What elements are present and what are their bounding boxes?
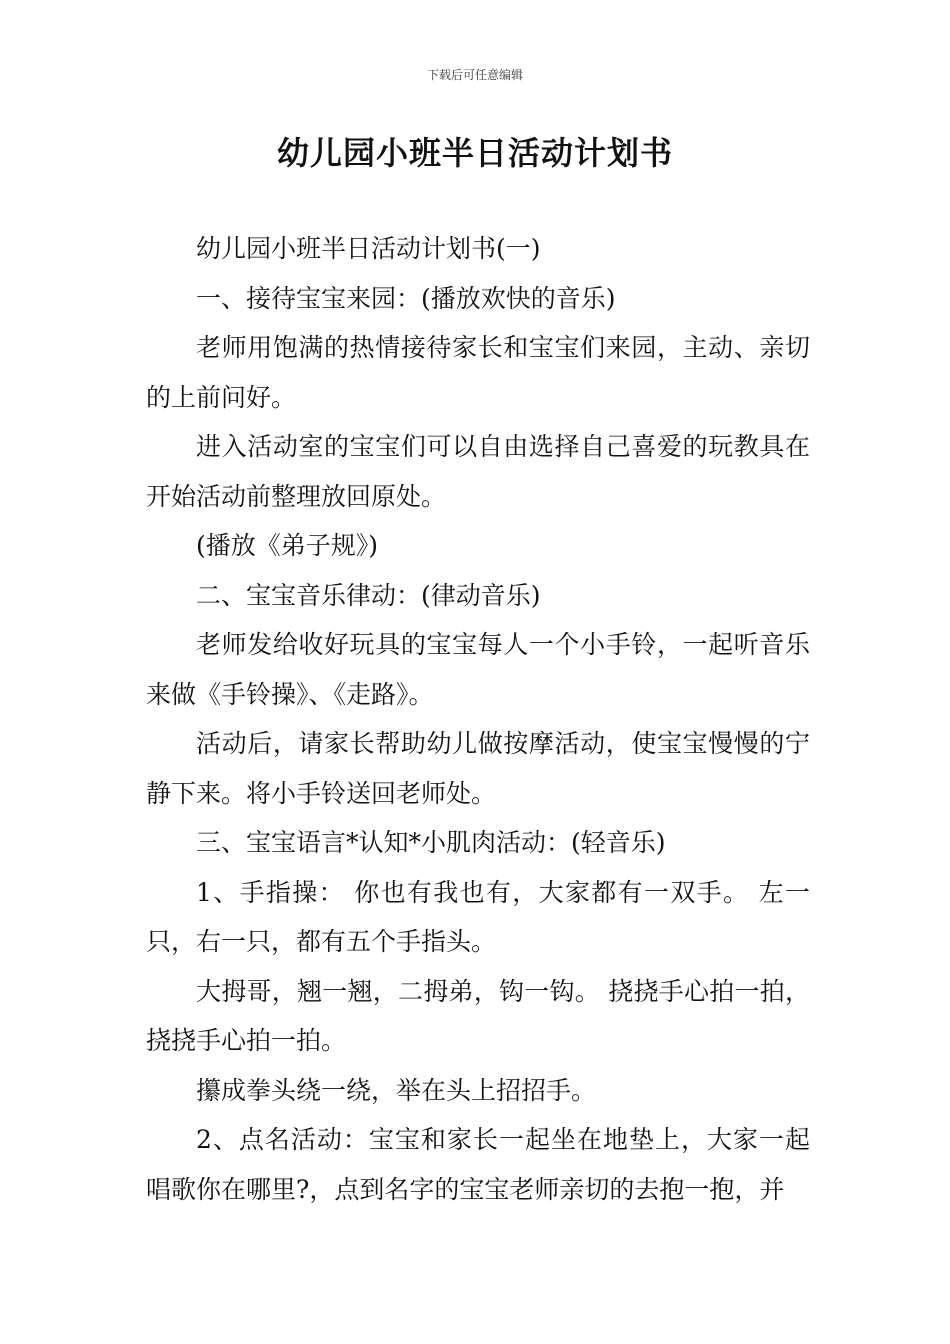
paragraph: (播放《弟子规》) <box>196 531 379 560</box>
paragraph: 活动后，请家长帮助幼儿做按摩活动，使宝宝慢慢的宁静下来。将小手铃送回老师处。 <box>146 729 810 808</box>
paragraph-section-3-heading: 三、宝宝语言*认知*小肌肉活动：(轻音乐) <box>196 828 666 857</box>
paragraph: 大拇哥，翘一翘，二拇弟，钩一钩。 挠挠手心拍一拍，挠挠手心拍一拍。 <box>146 976 810 1055</box>
document-title: 幼儿园小班半日活动计划书 <box>276 134 673 172</box>
paragraph: 老师发给收好玩具的宝宝每人一个小手铃，一起听音乐来做《手铃操》、《走路》。 <box>146 630 810 709</box>
paragraph: 进入活动室的宝宝们可以自由选择自己喜爱的玩教具在开始活动前整理放回原处。 <box>146 432 810 511</box>
document-body <box>146 224 810 1214</box>
paragraph: 攥成拳头绕一绕，举在头上招招手。 <box>196 1075 597 1105</box>
paragraph: 1、手指操： 你也有我也有，大家都有一双手。 左一只，右一只，都有五个手指头。 <box>146 877 810 956</box>
header-note: 下载后可任意编辑 <box>426 68 523 82</box>
paragraph-section-2-heading: 二、宝宝音乐律动：(律动音乐) <box>196 580 541 610</box>
paragraph: 2、点名活动：宝宝和家长一起坐在地垫上，大家一起唱歌你在哪里?，点到名字的宝宝老师亲切的去抱一抱，并 <box>146 1125 810 1204</box>
paragraph-subtitle: 幼儿园小班半日活动计划书(一) <box>196 234 541 263</box>
paragraph-section-1-heading: 一、接待宝宝来园：(播放欢快的音乐) <box>196 283 616 313</box>
paragraph: 老师用饱满的热情接待家长和宝宝们来园，主动、亲切的上前问好。 <box>146 333 810 412</box>
